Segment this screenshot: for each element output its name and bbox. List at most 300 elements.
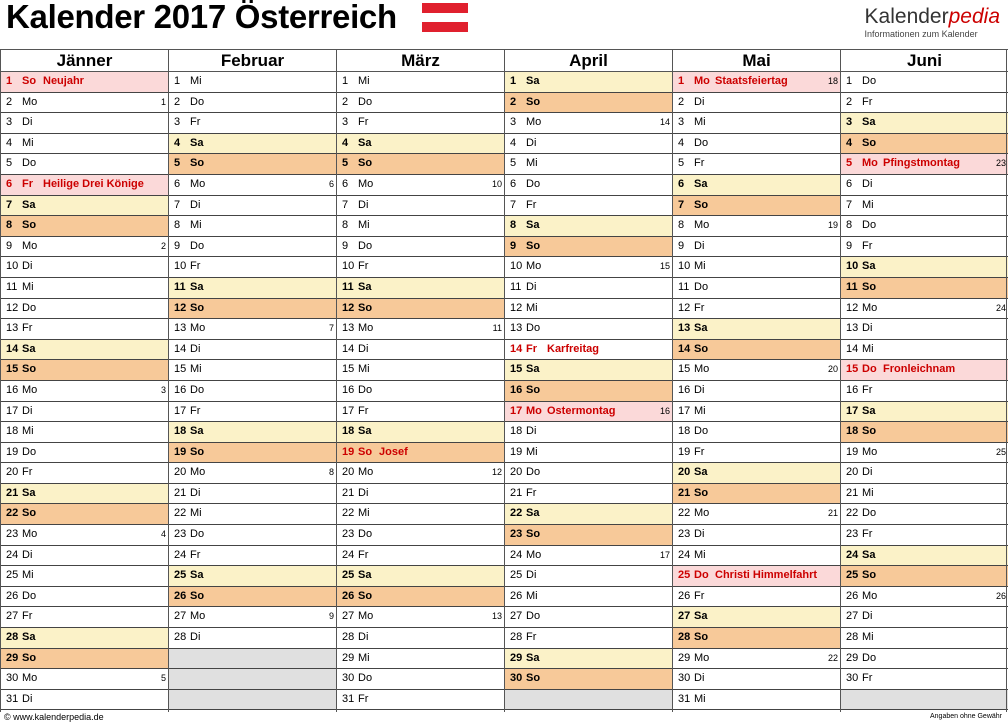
day-row bbox=[505, 319, 672, 340]
weekday-label: Sa bbox=[22, 342, 36, 355]
day-number: 6 bbox=[510, 177, 517, 190]
day-number: 17 bbox=[846, 404, 859, 417]
day-number: 15 bbox=[846, 363, 859, 376]
day-row bbox=[337, 196, 504, 217]
week-number: 2 bbox=[160, 240, 166, 251]
day-row bbox=[337, 587, 504, 608]
holiday-name: Neujahr bbox=[43, 75, 84, 87]
weekday-label: So bbox=[358, 589, 373, 602]
day-number: 28 bbox=[846, 631, 859, 644]
day-row bbox=[841, 175, 1008, 196]
weekday-label: Fr bbox=[694, 589, 705, 602]
day-row bbox=[337, 299, 504, 320]
day-row bbox=[673, 93, 840, 114]
weekday-label: Di bbox=[526, 136, 537, 149]
day-number: 29 bbox=[342, 651, 355, 664]
day-number: 26 bbox=[846, 589, 859, 602]
day-row bbox=[673, 340, 840, 361]
day-row bbox=[505, 196, 672, 217]
weekday-label: Sa bbox=[862, 260, 876, 273]
weekday-label: Fr bbox=[358, 404, 369, 417]
weekday-label: So bbox=[526, 95, 541, 108]
weekday-label: Sa bbox=[190, 280, 204, 293]
day-number: 25 bbox=[6, 569, 19, 582]
weekday-label: Mo bbox=[358, 322, 374, 335]
weekday-label: Mi bbox=[694, 116, 706, 129]
day-row bbox=[337, 463, 504, 484]
weekday-label: Do bbox=[22, 589, 37, 602]
day-row bbox=[1, 628, 168, 649]
day-number: 25 bbox=[174, 569, 187, 582]
day-row bbox=[673, 422, 840, 443]
day-row bbox=[841, 628, 1008, 649]
weekday-label: Sa bbox=[526, 651, 540, 664]
day-number: 30 bbox=[678, 672, 691, 685]
day-row bbox=[841, 72, 1008, 93]
day-number: 24 bbox=[846, 548, 859, 561]
day-number: 12 bbox=[174, 301, 187, 314]
day-row bbox=[1, 340, 168, 361]
day-row bbox=[841, 607, 1008, 628]
day-number: 23 bbox=[6, 528, 19, 541]
month-column bbox=[504, 49, 672, 712]
empty-day-cell bbox=[169, 690, 336, 711]
weekday-label: Mi bbox=[358, 507, 370, 520]
day-row bbox=[673, 154, 840, 175]
empty-day-cell bbox=[169, 649, 336, 670]
day-row bbox=[1, 484, 168, 505]
day-number: 7 bbox=[846, 198, 853, 211]
day-row bbox=[505, 93, 672, 114]
month-column bbox=[336, 49, 504, 712]
day-number: 23 bbox=[174, 528, 187, 541]
weekday-label: Fr bbox=[190, 260, 201, 273]
day-row bbox=[169, 484, 336, 505]
day-number: 16 bbox=[846, 383, 859, 396]
day-number: 8 bbox=[678, 219, 685, 232]
day-row bbox=[169, 257, 336, 278]
day-number: 15 bbox=[678, 363, 691, 376]
weekday-label: Do bbox=[862, 651, 877, 664]
weekday-label: Di bbox=[694, 383, 705, 396]
weekday-label: Di bbox=[526, 425, 537, 438]
day-row bbox=[841, 504, 1008, 525]
weekday-label: So bbox=[862, 569, 877, 582]
day-number: 22 bbox=[846, 507, 859, 520]
day-row bbox=[841, 257, 1008, 278]
weekday-label: Sa bbox=[694, 466, 708, 479]
day-number: 3 bbox=[6, 116, 13, 129]
weekday-label: Sa bbox=[526, 363, 540, 376]
weekday-label: So bbox=[22, 507, 37, 520]
day-row bbox=[673, 525, 840, 546]
weekday-label: Do bbox=[694, 136, 709, 149]
day-row bbox=[673, 278, 840, 299]
day-number: 17 bbox=[342, 404, 355, 417]
week-number: 12 bbox=[491, 467, 502, 478]
day-row bbox=[337, 134, 504, 155]
brand-tagline: Informationen zum Kalender bbox=[864, 29, 978, 39]
weekday-label: Sa bbox=[526, 507, 540, 520]
day-row bbox=[169, 628, 336, 649]
day-row bbox=[505, 216, 672, 237]
day-number: 11 bbox=[342, 280, 354, 293]
day-row bbox=[337, 257, 504, 278]
day-number: 12 bbox=[6, 301, 19, 314]
empty-day-cell bbox=[169, 669, 336, 690]
weekday-label: So bbox=[22, 651, 37, 664]
day-row bbox=[1, 422, 168, 443]
weekday-label: Do bbox=[358, 672, 373, 685]
day-row bbox=[505, 72, 672, 93]
day-number: 26 bbox=[342, 589, 355, 602]
weekday-label: Mi bbox=[22, 425, 34, 438]
weekday-label: Mi bbox=[526, 301, 538, 314]
day-row bbox=[505, 669, 672, 690]
day-row bbox=[337, 669, 504, 690]
week-number: 19 bbox=[827, 220, 838, 231]
day-number: 15 bbox=[174, 363, 187, 376]
weekday-label: So bbox=[694, 198, 709, 211]
weekday-label: Mo bbox=[694, 651, 710, 664]
day-number: 3 bbox=[678, 116, 685, 129]
weekday-label: Do bbox=[694, 280, 709, 293]
weekday-label: So bbox=[190, 157, 205, 170]
weekday-label: Do bbox=[526, 610, 541, 623]
weekday-label: Sa bbox=[358, 136, 372, 149]
month-header: Mai bbox=[673, 49, 840, 72]
day-number: 3 bbox=[342, 116, 349, 129]
weekday-label: Mo bbox=[22, 528, 38, 541]
day-row bbox=[337, 690, 504, 711]
day-row bbox=[505, 607, 672, 628]
weekday-label: So bbox=[358, 445, 373, 458]
day-number: 21 bbox=[846, 486, 859, 499]
day-row bbox=[841, 216, 1008, 237]
day-row bbox=[169, 443, 336, 464]
day-row bbox=[673, 175, 840, 196]
day-row bbox=[169, 175, 336, 196]
day-number: 16 bbox=[174, 383, 187, 396]
day-number: 19 bbox=[342, 445, 355, 458]
weekday-label: So bbox=[862, 280, 877, 293]
day-row bbox=[505, 381, 672, 402]
weekday-label: So bbox=[190, 301, 205, 314]
day-number: 29 bbox=[510, 651, 523, 664]
day-number: 26 bbox=[174, 589, 187, 602]
weekday-label: So bbox=[862, 425, 877, 438]
day-row bbox=[841, 463, 1008, 484]
day-row bbox=[841, 422, 1008, 443]
empty-day-cell bbox=[841, 690, 1008, 711]
day-number: 11 bbox=[846, 280, 858, 293]
day-number: 1 bbox=[174, 75, 181, 87]
day-row bbox=[673, 484, 840, 505]
day-number: 4 bbox=[678, 136, 685, 149]
day-number: 9 bbox=[510, 239, 517, 252]
day-row bbox=[169, 299, 336, 320]
day-row bbox=[505, 278, 672, 299]
day-row bbox=[673, 299, 840, 320]
day-number: 20 bbox=[6, 466, 19, 479]
grid-border bbox=[1006, 49, 1007, 712]
weekday-label: Mi bbox=[190, 363, 202, 376]
day-number: 30 bbox=[846, 672, 859, 685]
day-row bbox=[1, 381, 168, 402]
day-number: 23 bbox=[678, 528, 691, 541]
weekday-label: Mi bbox=[22, 280, 34, 293]
weekday-label: Fr bbox=[22, 610, 33, 623]
weekday-label: Fr bbox=[862, 239, 873, 252]
day-number: 27 bbox=[174, 610, 187, 623]
day-row bbox=[1, 257, 168, 278]
weekday-label: Mi bbox=[190, 507, 202, 520]
day-row bbox=[337, 607, 504, 628]
day-number: 2 bbox=[510, 95, 517, 108]
weekday-label: Do bbox=[862, 363, 877, 376]
weekday-label: Mo bbox=[22, 239, 38, 252]
day-number: 30 bbox=[6, 672, 19, 685]
day-number: 23 bbox=[510, 528, 523, 541]
weekday-label: So bbox=[526, 528, 541, 541]
day-row bbox=[169, 216, 336, 237]
weekday-label: Mo bbox=[22, 95, 38, 108]
weekday-label: So bbox=[190, 445, 205, 458]
day-number: 10 bbox=[174, 260, 187, 273]
day-number: 11 bbox=[6, 280, 18, 293]
day-number: 5 bbox=[510, 157, 517, 170]
month-header: April bbox=[505, 49, 672, 72]
brand-name: Kalenderpedia bbox=[864, 5, 1000, 28]
day-row bbox=[505, 175, 672, 196]
week-number: 1 bbox=[160, 96, 166, 107]
week-number: 11 bbox=[492, 323, 502, 334]
weekday-label: Fr bbox=[358, 692, 369, 705]
day-row bbox=[337, 237, 504, 258]
day-number: 10 bbox=[846, 260, 859, 273]
weekday-label: Sa bbox=[694, 322, 708, 335]
weekday-label: Di bbox=[190, 198, 201, 211]
day-row bbox=[505, 443, 672, 464]
month-header: Juni bbox=[841, 49, 1008, 72]
day-number: 18 bbox=[342, 425, 355, 438]
day-row bbox=[505, 257, 672, 278]
day-number: 27 bbox=[678, 610, 691, 623]
weekday-label: Do bbox=[358, 239, 373, 252]
weekday-label: Sa bbox=[358, 569, 372, 582]
weekday-label: Mo bbox=[358, 177, 374, 190]
day-number: 19 bbox=[174, 445, 187, 458]
day-number: 8 bbox=[6, 219, 13, 232]
day-number: 14 bbox=[6, 342, 19, 355]
holiday-name: Josef bbox=[379, 445, 408, 458]
day-number: 7 bbox=[678, 198, 685, 211]
day-number: 18 bbox=[678, 425, 691, 438]
day-row bbox=[505, 463, 672, 484]
weekday-label: Di bbox=[358, 486, 369, 499]
weekday-label: Mo bbox=[22, 672, 38, 685]
weekday-label: Sa bbox=[22, 631, 36, 644]
day-number: 24 bbox=[174, 548, 187, 561]
day-row bbox=[841, 566, 1008, 587]
day-number: 14 bbox=[510, 342, 523, 355]
weekday-label: Fr bbox=[862, 383, 873, 396]
day-row bbox=[673, 504, 840, 525]
weekday-label: Do bbox=[862, 507, 877, 520]
day-row bbox=[841, 484, 1008, 505]
day-row bbox=[673, 196, 840, 217]
weekday-label: Mo bbox=[694, 219, 710, 232]
day-row bbox=[337, 278, 504, 299]
day-number: 7 bbox=[342, 198, 349, 211]
day-row bbox=[337, 649, 504, 670]
day-row bbox=[1, 237, 168, 258]
weekday-label: Mo bbox=[694, 75, 710, 87]
day-row bbox=[841, 402, 1008, 423]
footer-copyright[interactable]: © www.kalenderpedia.de bbox=[4, 712, 104, 722]
weekday-label: Fr bbox=[22, 177, 33, 190]
day-row bbox=[337, 525, 504, 546]
week-number: 22 bbox=[827, 652, 838, 663]
day-number: 21 bbox=[342, 486, 355, 499]
weekday-label: Fr bbox=[526, 631, 537, 644]
day-number: 4 bbox=[342, 136, 349, 149]
day-row bbox=[673, 113, 840, 134]
day-number: 21 bbox=[510, 486, 523, 499]
day-row bbox=[505, 649, 672, 670]
weekday-label: Sa bbox=[22, 486, 36, 499]
day-number: 15 bbox=[510, 363, 523, 376]
day-row bbox=[1, 566, 168, 587]
day-number: 3 bbox=[174, 116, 181, 129]
day-row bbox=[673, 690, 840, 711]
day-row bbox=[169, 360, 336, 381]
day-number: 13 bbox=[174, 322, 187, 335]
weekday-label: Mi bbox=[22, 136, 34, 149]
day-row bbox=[1, 175, 168, 196]
weekday-label: Mo bbox=[22, 383, 38, 396]
day-row bbox=[673, 649, 840, 670]
day-number: 5 bbox=[342, 157, 349, 170]
weekday-label: Mo bbox=[190, 177, 206, 190]
day-row bbox=[337, 154, 504, 175]
day-number: 4 bbox=[174, 136, 181, 149]
weekday-label: Fr bbox=[190, 404, 201, 417]
day-row bbox=[673, 360, 840, 381]
day-row bbox=[337, 504, 504, 525]
weekday-label: Di bbox=[358, 631, 369, 644]
day-number: 8 bbox=[846, 219, 853, 232]
weekday-label: Mo bbox=[862, 589, 878, 602]
day-row bbox=[337, 340, 504, 361]
day-row bbox=[841, 134, 1008, 155]
weekday-label: Di bbox=[22, 692, 33, 705]
day-row bbox=[169, 463, 336, 484]
day-number: 17 bbox=[6, 404, 19, 417]
weekday-label: Do bbox=[694, 569, 709, 582]
holiday-name: Ostermontag bbox=[547, 404, 616, 417]
weekday-label: Sa bbox=[22, 198, 36, 211]
day-row bbox=[505, 546, 672, 567]
day-number: 16 bbox=[678, 383, 691, 396]
day-number: 24 bbox=[510, 548, 523, 561]
week-number: 23 bbox=[995, 158, 1006, 169]
day-row bbox=[841, 381, 1008, 402]
weekday-label: Di bbox=[694, 672, 705, 685]
weekday-label: Do bbox=[694, 425, 709, 438]
weekday-label: Mo bbox=[358, 610, 374, 623]
day-number: 20 bbox=[342, 466, 355, 479]
day-row bbox=[337, 402, 504, 423]
month-column bbox=[672, 49, 840, 712]
day-number: 1 bbox=[510, 75, 517, 87]
weekday-label: Mo bbox=[358, 466, 374, 479]
day-row bbox=[337, 484, 504, 505]
day-number: 5 bbox=[846, 157, 853, 170]
day-row bbox=[673, 587, 840, 608]
day-number: 22 bbox=[678, 507, 691, 520]
weekday-label: Mi bbox=[694, 404, 706, 417]
day-row bbox=[505, 299, 672, 320]
day-number: 5 bbox=[174, 157, 181, 170]
day-number: 29 bbox=[6, 651, 19, 664]
day-row bbox=[169, 72, 336, 93]
day-number: 13 bbox=[6, 322, 19, 335]
day-number: 8 bbox=[342, 219, 349, 232]
weekday-label: Mo bbox=[526, 548, 542, 561]
day-number: 25 bbox=[846, 569, 859, 582]
weekday-label: Mi bbox=[22, 569, 34, 582]
weekday-label: Do bbox=[22, 301, 37, 314]
weekday-label: Di bbox=[22, 548, 33, 561]
weekday-label: Mi bbox=[862, 342, 874, 355]
day-number: 22 bbox=[510, 507, 523, 520]
weekday-label: Di bbox=[190, 631, 201, 644]
day-number: 5 bbox=[678, 157, 685, 170]
weekday-label: Mo bbox=[862, 301, 878, 314]
day-number: 2 bbox=[6, 95, 13, 108]
weekday-label: Mi bbox=[358, 75, 370, 87]
weekday-label: Fr bbox=[526, 198, 537, 211]
day-number: 28 bbox=[174, 631, 187, 644]
day-row bbox=[1, 72, 168, 93]
weekday-label: Do bbox=[22, 445, 37, 458]
day-number: 23 bbox=[342, 528, 355, 541]
day-row bbox=[841, 154, 1008, 175]
day-number: 10 bbox=[678, 260, 691, 273]
day-row bbox=[1, 443, 168, 464]
day-number: 18 bbox=[846, 425, 859, 438]
week-number: 10 bbox=[491, 178, 502, 189]
day-row bbox=[1, 690, 168, 711]
day-row bbox=[1, 216, 168, 237]
brand-logo[interactable] bbox=[865, 6, 1000, 39]
day-number: 17 bbox=[174, 404, 187, 417]
day-number: 19 bbox=[846, 445, 859, 458]
day-number: 19 bbox=[6, 445, 19, 458]
day-row bbox=[673, 72, 840, 93]
weekday-label: Fr bbox=[694, 157, 705, 170]
day-number: 19 bbox=[678, 445, 691, 458]
day-number: 25 bbox=[510, 569, 523, 582]
day-row bbox=[673, 443, 840, 464]
day-number: 6 bbox=[678, 177, 685, 190]
weekday-label: Mo bbox=[694, 507, 710, 520]
day-row bbox=[1, 278, 168, 299]
day-number: 31 bbox=[678, 692, 691, 705]
day-row bbox=[841, 299, 1008, 320]
day-number: 9 bbox=[678, 239, 685, 252]
